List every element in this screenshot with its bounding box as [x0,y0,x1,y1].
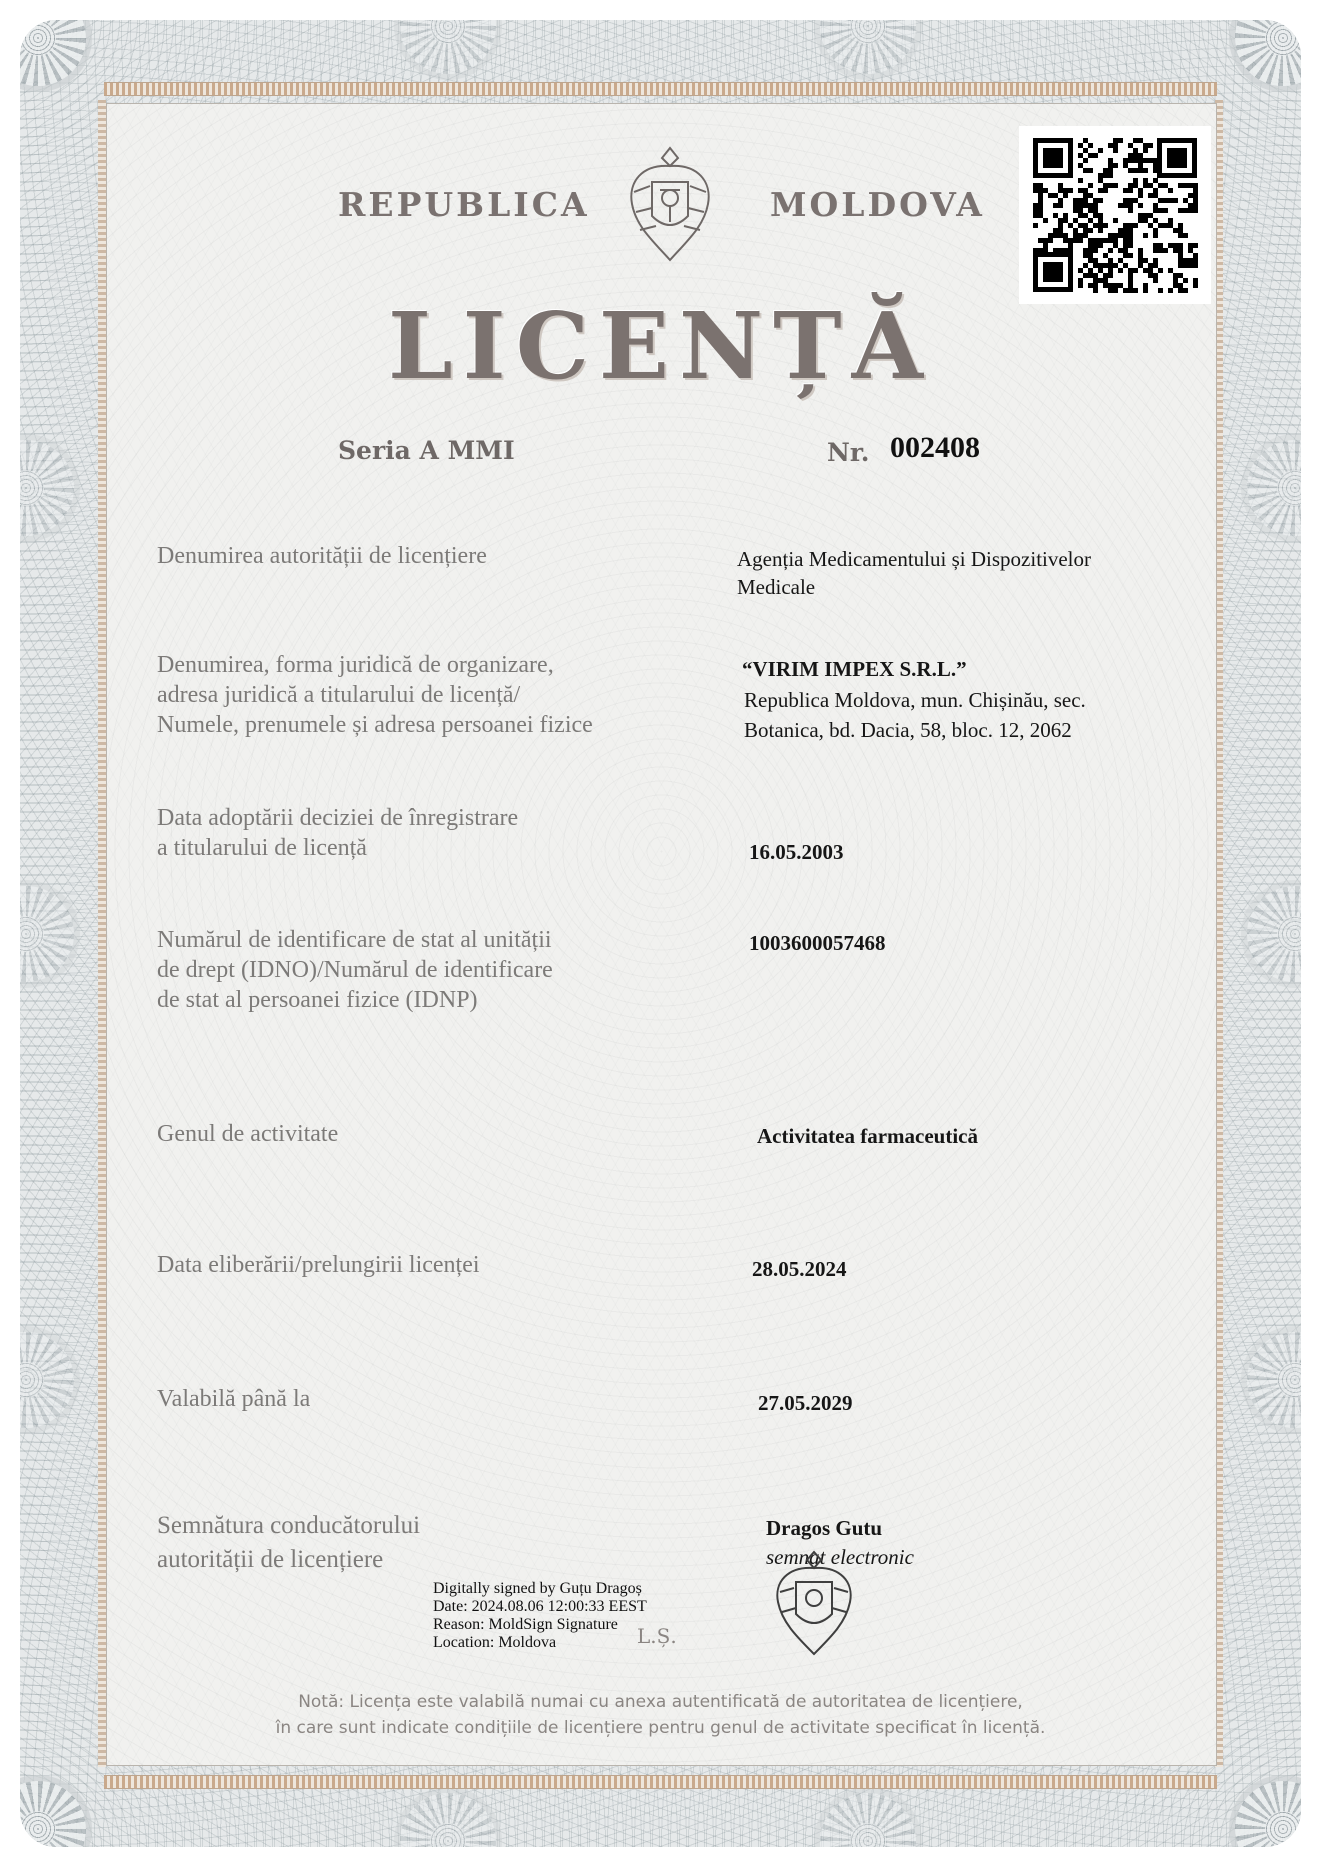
value-signatory-name: Dragos Gutu [766,1516,883,1540]
moldova-coat-of-arms-icon [622,142,718,268]
side-rosette [400,20,496,74]
corner-rosette [1235,1781,1301,1847]
side-rosette [820,1793,916,1847]
label-idno: Numărul de identificare de stat al unității de drept (IDNO)/Numărul de identificare de stat al persoanei fizice (IDNP) [157,927,553,1013]
page-title: LICENȚĂ [387,292,933,400]
qr-code-icon [1019,126,1211,304]
value-activity: Activitatea farmaceutică [757,1124,978,1148]
value-registration-date: 16.05.2003 [749,840,844,864]
corner-rosette [1235,20,1301,86]
side-rosette [20,1332,74,1428]
value-licensee-name: “VIRIM IMPEX S.R.L.” [742,657,967,681]
side-rosette [1247,1332,1301,1428]
side-rosette [20,440,74,536]
header-moldova: MOLDOVA [770,185,985,224]
corner-rosette [20,1781,86,1847]
license-number: 002408 [890,431,980,464]
top-ornament-band [104,82,1217,96]
ls-mark: L.Ș. [637,1624,677,1648]
header-republica: REPUBLICA [338,185,590,224]
value-valid-until: 27.05.2029 [758,1391,853,1415]
bottom-ornament-band [104,1775,1217,1789]
digital-signature-block: Digitally signed by Guțu Dragoș Date: 2024.08.06 12:00:33 EEST Reason: MoldSign Signature Location: Moldova [433,1580,647,1651]
label-activity: Genul de activitate [157,1121,339,1147]
state-seal-icon [766,1548,862,1660]
label-licensing-authority: Denumirea autorității de licențiere [157,543,487,569]
label-licensee: Denumirea, forma juridică de organizare, adresa juridică a titularului de licență/ Numele, prenumele și adresa persoanei fizice [157,652,593,738]
side-rosette [1247,886,1301,982]
value-idno: 1003600057468 [749,931,886,955]
series-label: Seria A MMI [338,436,515,465]
side-rosette [20,886,74,982]
value-signed-electronically: semnat electronic [766,1545,914,1569]
value-licensee-address: Republica Moldova, mun. Chișinău, sec. Botanica, bd. Dacia, 58, bloc. 12, 2062 [744,688,1086,742]
number-label: Nr. [827,438,870,467]
footer-note: Notă: Licența este valabilă numai cu anexa autentificată de autoritatea de licențiere, în care sunt indicate condițiile de licențiere pentru genul de activitate specificat în licență. [275,1692,1046,1738]
label-registration-date: Data adoptării deciziei de înregistrare a titularului de licență [157,805,519,861]
side-rosette [820,20,916,74]
label-issue-date: Data eliberării/prelungirii licenței [157,1252,480,1278]
side-rosette [1247,440,1301,536]
value-issue-date: 28.05.2024 [752,1257,847,1281]
value-licensing-authority: Agenția Medicamentului și Dispozitivelor Medicale [737,547,1092,599]
label-valid-until: Valabilă până la [157,1386,311,1412]
side-rosette [400,1793,496,1847]
corner-rosette [20,20,86,86]
label-signature: Semnătura conducătorului autorității de licențiere [157,1512,421,1573]
